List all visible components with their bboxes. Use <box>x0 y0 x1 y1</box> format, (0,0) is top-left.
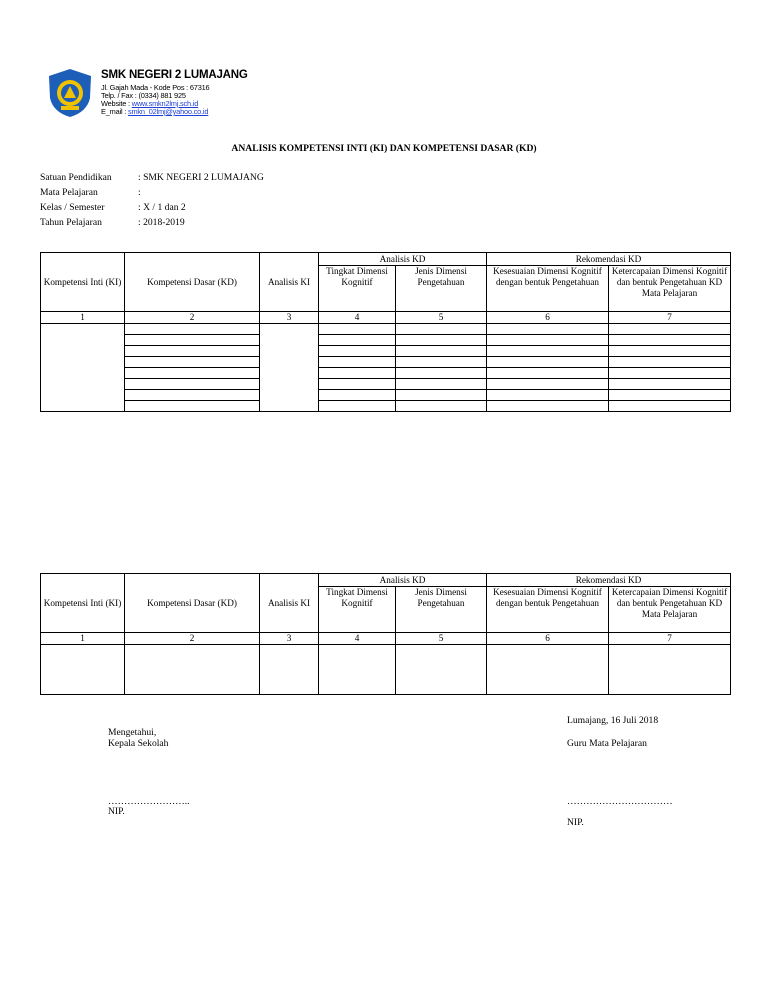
empty-cell[interactable] <box>487 379 609 390</box>
left-signature-line: …………………….. <box>108 796 190 807</box>
empty-cell[interactable] <box>609 346 731 357</box>
document-title: ANALISIS KOMPETENSI INTI (KI) DAN KOMPETENSI DASAR (KD) <box>231 143 537 154</box>
empty-cell[interactable] <box>396 390 487 401</box>
empty-cell[interactable] <box>487 390 609 401</box>
table-row <box>41 390 731 401</box>
col-number: 6 <box>487 312 609 324</box>
table-row <box>41 346 731 357</box>
info-label-mapel: Mata Pelajaran <box>40 187 98 198</box>
col-number: 6 <box>487 633 609 645</box>
empty-cell[interactable] <box>260 324 319 412</box>
col-number: 2 <box>125 312 260 324</box>
col-number: 3 <box>260 312 319 324</box>
empty-cell[interactable] <box>319 401 396 412</box>
empty-cell[interactable] <box>125 368 260 379</box>
analysis-table-2 <box>40 573 731 695</box>
info-value-tahun: : 2018-2019 <box>138 217 185 228</box>
empty-cell[interactable] <box>125 390 260 401</box>
empty-cell[interactable] <box>319 335 396 346</box>
email-label: E_mail : <box>101 107 128 116</box>
empty-cell[interactable] <box>609 357 731 368</box>
info-value-satuan: : SMK NEGERI 2 LUMAJANG <box>138 172 264 183</box>
empty-cell[interactable] <box>487 357 609 368</box>
header-kd: Kompetensi Dasar (KD) <box>125 253 260 312</box>
table-row <box>41 401 731 412</box>
header-analisis-kd: Analisis KD <box>319 574 487 587</box>
empty-cell[interactable] <box>487 324 609 335</box>
info-label-tahun: Tahun Pelajaran <box>40 217 102 228</box>
empty-cell[interactable] <box>609 401 731 412</box>
table-row <box>41 324 731 335</box>
number-row <box>41 633 731 645</box>
header-ki: Kompetensi Inti (KI) <box>41 574 125 633</box>
empty-cell[interactable] <box>125 346 260 357</box>
info-label-kelas: Kelas / Semester <box>40 202 105 213</box>
empty-cell[interactable] <box>319 379 396 390</box>
header-tingkat: Tingkat Dimensi Kognitif <box>319 587 396 633</box>
empty-cell[interactable] <box>609 324 731 335</box>
email-link[interactable]: smkn_02lmj@yahoo.co.id <box>127 107 209 116</box>
school-phone: Telp. / Fax : (0334) 881 925 <box>101 91 186 100</box>
empty-cell[interactable] <box>319 368 396 379</box>
info-value-mapel: : <box>138 187 141 198</box>
header-kd: Kompetensi Dasar (KD) <box>125 574 260 633</box>
empty-cell[interactable] <box>487 335 609 346</box>
right-signature-line: …………………………… <box>567 796 673 807</box>
empty-cell[interactable] <box>319 390 396 401</box>
header-jenis: Jenis Dimensi Pengetahuan <box>396 587 487 633</box>
empty-cell[interactable] <box>396 645 487 695</box>
empty-cell[interactable] <box>125 401 260 412</box>
header-analisis-ki: Analisis KI <box>260 574 319 633</box>
website-link[interactable]: www.smkn2lmj.sch.id <box>131 99 199 108</box>
empty-cell[interactable] <box>396 324 487 335</box>
header-jenis: Jenis Dimensi Pengetahuan <box>396 266 487 312</box>
empty-cell[interactable] <box>396 368 487 379</box>
col-number: 2 <box>125 633 260 645</box>
table-row <box>41 368 731 379</box>
empty-cell[interactable] <box>125 379 260 390</box>
mengetahui-label: Mengetahui, <box>108 727 157 738</box>
header-kesesuaian: Kesesuaian Dimensi Kognitif dengan bentuk Pengetahuan <box>487 266 609 312</box>
empty-cell[interactable] <box>319 346 396 357</box>
header-ki: Kompetensi Inti (KI) <box>41 253 125 312</box>
header-kesesuaian: Kesesuaian Dimensi Kognitif dengan bentuk Pengetahuan <box>487 587 609 633</box>
col-number: 3 <box>260 633 319 645</box>
header-analisis-ki: Analisis KI <box>260 253 319 312</box>
header-ketercapaian: Ketercapaian Dimensi Kognitif dan bentuk Pengetahuan KD Mata Pelajaran <box>609 266 731 312</box>
header-rekomendasi-kd: Rekomendasi KD <box>487 574 731 587</box>
empty-cell[interactable] <box>609 645 731 695</box>
col-number: 4 <box>319 633 396 645</box>
school-address: Jl. Gajah Mada - Kode Pos : 67316 <box>101 83 210 92</box>
empty-cell[interactable] <box>396 401 487 412</box>
table-row <box>41 379 731 390</box>
empty-cell[interactable] <box>125 357 260 368</box>
empty-cell[interactable] <box>396 346 487 357</box>
number-row <box>41 312 731 324</box>
col-number: 4 <box>319 312 396 324</box>
header-rekomendasi-kd: Rekomendasi KD <box>487 253 731 266</box>
empty-cell[interactable] <box>41 645 125 695</box>
empty-cell[interactable] <box>319 357 396 368</box>
empty-cell[interactable] <box>487 645 609 695</box>
empty-cell[interactable] <box>396 379 487 390</box>
table-row <box>41 357 731 368</box>
empty-cell[interactable] <box>609 390 731 401</box>
empty-cell[interactable] <box>41 324 125 412</box>
empty-cell[interactable] <box>487 368 609 379</box>
table-row <box>41 645 731 695</box>
website-label: Website : <box>101 99 132 108</box>
col-number: 1 <box>41 633 125 645</box>
place-date: Lumajang, 16 Juli 2018 <box>567 715 659 726</box>
header-tingkat: Tingkat Dimensi Kognitif <box>319 266 396 312</box>
empty-cell[interactable] <box>260 645 319 695</box>
school-name: SMK NEGERI 2 LUMAJANG <box>101 69 248 81</box>
col-number: 7 <box>609 312 731 324</box>
left-nip: NIP. <box>108 806 125 817</box>
empty-cell[interactable] <box>609 368 731 379</box>
school-email-line <box>101 107 208 116</box>
empty-cell[interactable] <box>319 324 396 335</box>
empty-cell[interactable] <box>319 645 396 695</box>
table-row <box>41 335 731 346</box>
empty-cell[interactable] <box>125 324 260 335</box>
header-analisis-kd: Analisis KD <box>319 253 487 266</box>
empty-cell[interactable] <box>609 379 731 390</box>
kepala-sekolah-label: Kepala Sekolah <box>108 738 169 749</box>
analysis-table-1 <box>40 252 731 412</box>
empty-cell[interactable] <box>487 401 609 412</box>
col-number: 7 <box>609 633 731 645</box>
empty-cell[interactable] <box>609 335 731 346</box>
empty-cell[interactable] <box>396 335 487 346</box>
col-number: 5 <box>396 633 487 645</box>
empty-cell[interactable] <box>487 346 609 357</box>
empty-cell[interactable] <box>396 357 487 368</box>
header-ketercapaian: Ketercapaian Dimensi Kognitif dan bentuk Pengetahuan KD Mata Pelajaran <box>609 587 731 633</box>
info-value-kelas: : X / 1 dan 2 <box>138 202 186 213</box>
empty-cell[interactable] <box>125 335 260 346</box>
empty-cell[interactable] <box>125 645 260 695</box>
info-label-satuan: Satuan Pendidikan <box>40 172 112 183</box>
col-number: 5 <box>396 312 487 324</box>
col-number: 1 <box>41 312 125 324</box>
guru-label: Guru Mata Pelajaran <box>567 738 647 749</box>
right-nip: NIP. <box>567 817 584 828</box>
school-logo-icon <box>47 68 93 118</box>
